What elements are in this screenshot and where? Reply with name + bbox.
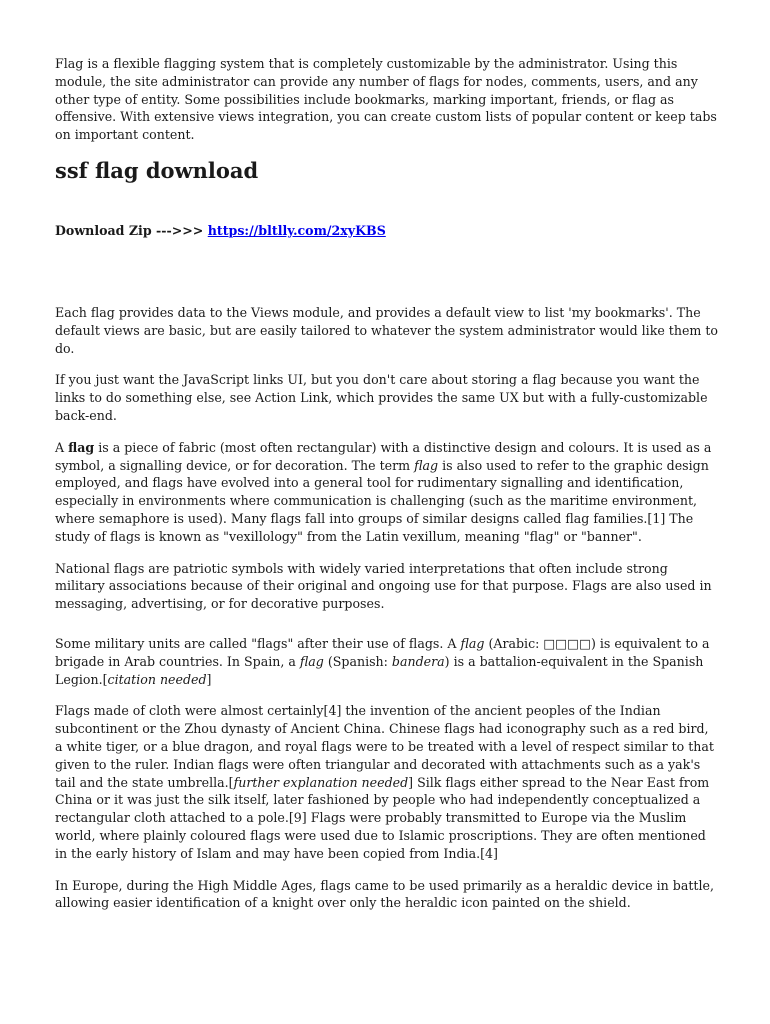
javascript-paragraph: If you just want the JavaScript links UI, but you don't care about storing a flag because you want the links to do something else, see Action Link, which provides the same UX but with a fully-customizable back-end. (55, 372, 708, 423)
text-span: A (55, 439, 69, 455)
text-span: Flags made of cloth were almost certainly[4] the invention of the ancient peoples of the Indian subcontinent or the Zhou dynasty of Ancient China. Chinese flags had iconography such as a red bird, a white tiger, or a blue dragon, and royal flags were to be treated with a level of respect similar to that given to the ruler. Indian flags were often triangular and decorated with attachments such as a yak's tail and the state umbrella.[ (55, 703, 714, 790)
text-span: ] Silk flags either spread to the Near East from China or it was just the silk itself, later fashioned by people who had independently conceptualized a rectangular cloth attached to a pole.[9] Flags were probably transmitted to Europe via the Muslim world, where plainly coloured flags were used due to Islamic proscriptions. They are often mentioned in the early history of Islam and may have been copied from India.[4] (55, 774, 710, 861)
text-span: (Arabic: □□□□) is equivalent to a brigade in Arab countries. In Spain, a (55, 635, 710, 669)
flag-italic-term: flag (414, 457, 439, 473)
text-span: Some military units are called "flags" after their use of flags. A (55, 635, 461, 651)
citation-needed: citation needed (107, 671, 207, 687)
national-flags-paragraph: National flags are patriotic symbols with widely varied interpretations that often include strong military associations because of their original and ongoing use for that purpose. Flags are also used in messaging, advertising, or for decorative purposes. (55, 560, 712, 612)
cloth-history-paragraph (55, 702, 718, 862)
download-link[interactable]: https://bltlly.com/2xyKBS (207, 222, 386, 238)
further-explanation-needed: further explanation needed (233, 774, 409, 790)
fabric-paragraph (55, 439, 718, 546)
title-wrap (55, 158, 718, 184)
military-paragraph (55, 635, 718, 688)
text-span: (Spanish: (323, 653, 392, 669)
intro-paragraph: Flag is a flexible flagging system that is completely customizable by the administrator. Using this module, the site administrator can provide any number of flags for nodes, comments, users, and any other type of entity. Some possibilities include bookmarks, marking important, friends, or flag as offensive. With extensive views integration, you can create custom lists of popular content or keep tabs on important content. (55, 56, 717, 143)
europe-paragraph: In Europe, during the High Middle Ages, flags came to be used primarily as a heraldic device in battle, allowing easier identification of a knight over only the heraldic icon painted on the shield. (55, 877, 714, 911)
flag-italic-term: flag (299, 653, 324, 669)
flag-italic-term: flag (460, 635, 485, 651)
flag-bold-term: flag (68, 439, 95, 455)
page-title: ssf flag download (55, 157, 259, 183)
text-span: is a piece of fabric (most often rectangular) with a distinctive design and colours. It is used as a symbol, a signalling device, or for decoration. The term (55, 439, 712, 473)
views-paragraph: Each flag provides data to the Views module, and provides a default view to list 'my bookmarks'. The default views are basic, but are easily tailored to whatever the system administrator would like them to do. (55, 304, 718, 356)
download-label: Download Zip --->>> (55, 222, 208, 238)
download-line (55, 222, 718, 240)
text-span: ) is a battalion-equivalent in the Spanish Legion.[ (55, 653, 704, 687)
text-span: is also used to refer to the graphic design employed, and flags have evolved into a general tool for rudimentary signalling and identification, especially in environments where communication is challenging (such as the maritime environment, where semaphore is used). Many flags fall into groups of similar designs called flag families.[1] The study of flags is known as "vexillology" from the Latin vexillum, meaning "flag" or "banner". (55, 457, 709, 544)
text-span: ] (206, 671, 212, 687)
bandera-term: bandera (391, 653, 445, 669)
